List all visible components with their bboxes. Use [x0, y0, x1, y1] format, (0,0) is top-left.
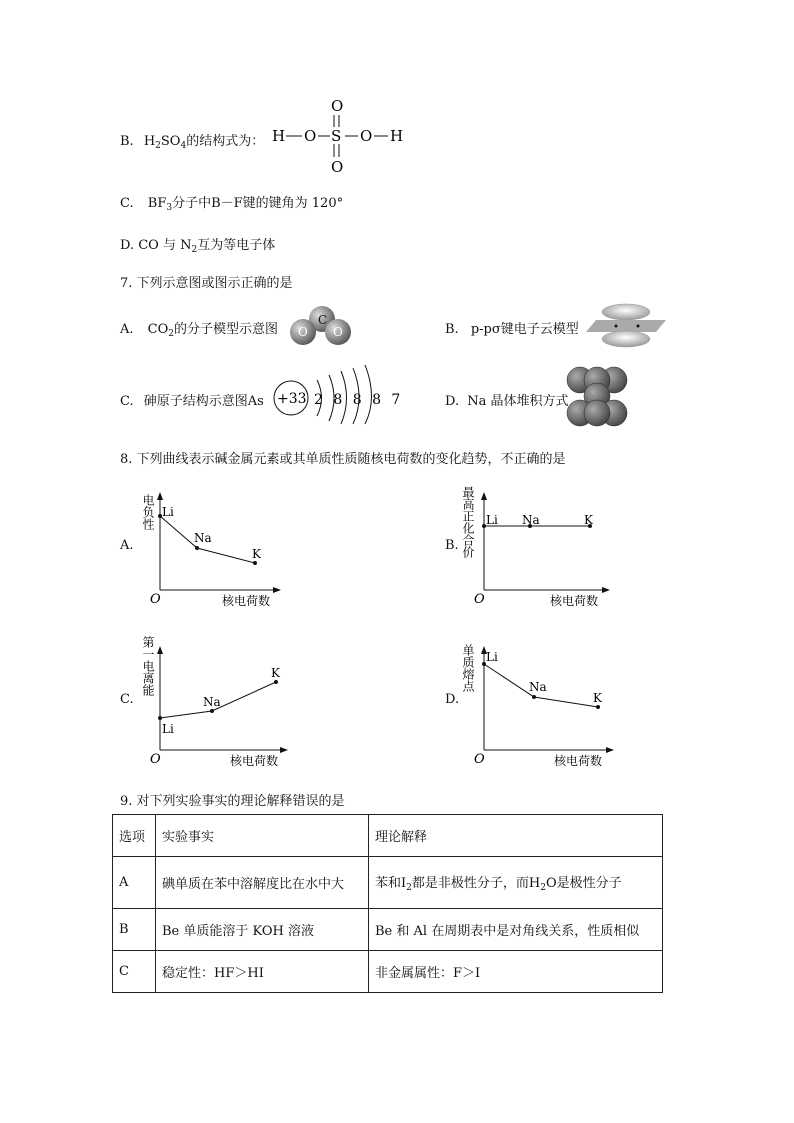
- nucleus-charge: +33: [277, 391, 307, 407]
- point-na: Na: [522, 513, 540, 527]
- header-explanation: 理论解释: [369, 815, 663, 857]
- atom-c: C: [318, 313, 328, 327]
- chart-b: [462, 478, 622, 610]
- y-axis-label: 最高正化合价: [461, 486, 475, 558]
- atom-o1: O: [304, 127, 317, 145]
- table-header-row: [113, 815, 663, 857]
- point-li: Li: [162, 722, 174, 736]
- header-fact: 实验事实: [156, 815, 369, 857]
- y-axis-label: 电负性: [141, 494, 155, 530]
- atom-o-top: O: [331, 97, 344, 115]
- subscript: 2: [168, 329, 175, 339]
- q8-stem: 8. 下列曲线表示碱金属元素或其单质性质随核电荷数的变化趋势，不正确的是: [120, 452, 566, 467]
- x-axis-label: 核电荷数: [554, 754, 603, 768]
- row-explanation: 非金属属性：F＞I: [369, 951, 663, 993]
- point-k: K: [584, 513, 593, 527]
- table-row: [113, 909, 663, 951]
- formula-co2: CO: [147, 322, 169, 337]
- atom-o-bottom: O: [331, 158, 344, 176]
- q7-option-a: [120, 318, 278, 339]
- point-k: K: [252, 547, 261, 561]
- option-label: C.: [120, 196, 134, 211]
- point-li: Li: [162, 505, 174, 519]
- option-text: Na 晶体堆积方式: [467, 394, 569, 409]
- row-option: C: [113, 951, 156, 993]
- formula-bf3: $BF_3$: [147, 196, 173, 213]
- point-na: Na: [203, 695, 221, 709]
- q9-stem: 9. 对下列实验事实的理论解释错误的是: [120, 794, 345, 809]
- row-option: A: [113, 857, 156, 909]
- q6-option-d: [120, 234, 275, 255]
- chart-b-label: B.: [445, 538, 459, 553]
- header-option: 选项: [113, 815, 156, 857]
- chart-d-label: D.: [445, 692, 460, 707]
- formula-h2so4: $H_2SO_4$: [143, 134, 187, 151]
- chart-a: [140, 478, 290, 610]
- row-fact: Be 单质能溶于 KOH 溶液: [156, 909, 369, 951]
- point-k: K: [271, 666, 280, 680]
- option-text: 分子中B－F键的键角为 120°: [172, 196, 344, 211]
- as-atom-structure: [272, 362, 404, 424]
- option-label: A.: [120, 322, 134, 337]
- y-axis-label: 第一电离能: [141, 636, 155, 696]
- atom-h1: H: [272, 127, 286, 145]
- table-row: [113, 951, 663, 993]
- x-axis-label: 核电荷数: [222, 594, 271, 608]
- option-label: C.: [120, 394, 134, 409]
- q7-option-d: [445, 390, 569, 409]
- origin-label: O: [150, 592, 161, 607]
- row-fact: 碘单质在苯中溶解度比在水中大: [156, 857, 369, 909]
- option-text: 的分子模型示意图: [174, 322, 279, 337]
- option-label: B.: [120, 134, 134, 149]
- subscript: 2: [191, 245, 198, 255]
- origin-label: O: [150, 752, 161, 767]
- atom-h2: H: [390, 127, 404, 145]
- origin-label: O: [474, 592, 485, 607]
- row-explanation: 苯和$I_2$都是非极性分子，而$H_2O$是极性分子: [369, 857, 663, 909]
- electron-shells: 2 8 8 8 7: [314, 392, 404, 408]
- option-text: 的结构式为：: [186, 134, 265, 149]
- option-label: B.: [445, 322, 459, 337]
- atom-s: S: [331, 127, 342, 145]
- chart-a-label: A.: [120, 538, 134, 553]
- x-axis-label: 核电荷数: [550, 594, 599, 608]
- atom-o-right: O: [333, 325, 343, 339]
- p-p-sigma-cloud-image: [586, 302, 668, 348]
- x-axis-label: 核电荷数: [230, 754, 279, 768]
- row-option: B: [113, 909, 156, 951]
- option-label: D.: [445, 394, 460, 409]
- row-fact: 稳定性：HF＞HI: [156, 951, 369, 993]
- co2-model-image: [288, 302, 356, 350]
- q6-option-b: [120, 130, 264, 151]
- q7-stem: 7. 下列示意图或图示正确的是: [120, 276, 293, 291]
- point-li: Li: [486, 650, 498, 664]
- q6-option-c: [120, 192, 343, 213]
- row-explanation: Be 和 Al 在周期表中是对角线关系，性质相似: [369, 909, 663, 951]
- chart-c-label: C.: [120, 692, 134, 707]
- atom-o2: O: [360, 127, 373, 145]
- point-k: K: [593, 691, 602, 705]
- structural-formula: [268, 96, 408, 178]
- origin-label: O: [474, 752, 485, 767]
- option-text-2: 互为等电子体: [197, 238, 276, 253]
- point-na: Na: [194, 531, 212, 545]
- chart-d: [462, 630, 626, 770]
- q7-option-b: [445, 318, 579, 337]
- q9-table: [112, 814, 663, 993]
- q7-option-c: [120, 390, 264, 409]
- chart-c: [140, 630, 292, 770]
- atom-o-left: O: [298, 325, 308, 339]
- y-axis-label: 单质熔点: [461, 644, 475, 692]
- point-na: Na: [529, 680, 547, 694]
- option-text: CO 与 N: [138, 238, 192, 253]
- option-text: p-pσ键电子云模型: [470, 322, 579, 337]
- point-li: Li: [486, 513, 498, 527]
- option-text: 砷原子结构示意图As: [143, 394, 264, 409]
- na-packing-image: [564, 366, 634, 430]
- table-row: [113, 857, 663, 909]
- option-label: D.: [120, 238, 135, 253]
